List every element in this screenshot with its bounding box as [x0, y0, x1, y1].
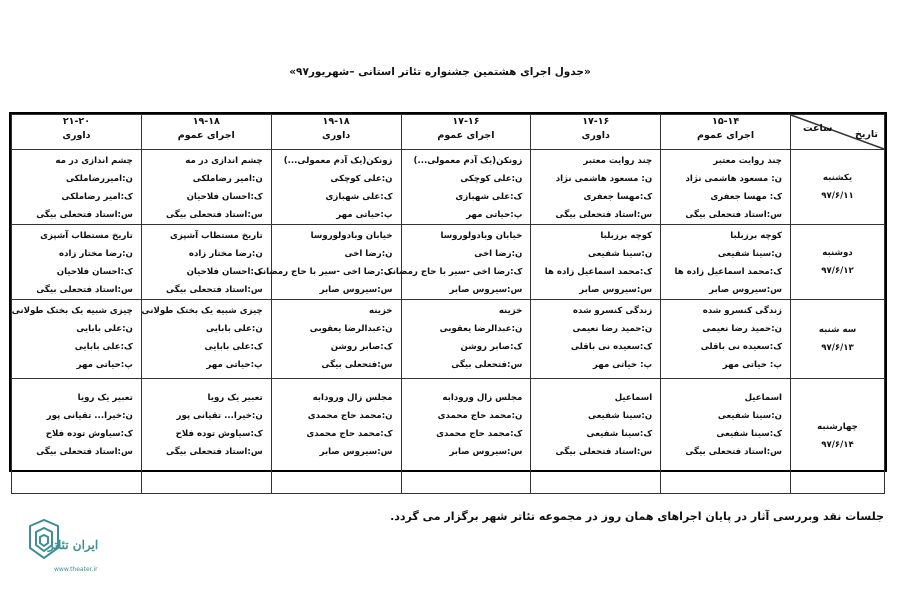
performance-cell [141, 379, 271, 494]
column-header [661, 115, 791, 150]
play-credit: ک:محمد حاج محمدی [306, 429, 393, 439]
play-title: خزینه [369, 306, 393, 316]
play-credit: پ:حیاتی مهر [76, 360, 133, 370]
play-credit: ک:سعیده نی باقلی [700, 342, 782, 352]
performance-cell [401, 379, 531, 494]
play-credit: س:استاد فتحعلی بیگی [555, 210, 653, 220]
play-credit: ن:علی بابایی [206, 324, 263, 334]
schedule-grid [11, 114, 885, 494]
logo-text: ایران تئاتر [48, 538, 99, 552]
play-title: چیزی شبیه یک بختک طولانی [11, 306, 133, 316]
play-credit: س:سیروس صابر [449, 447, 523, 457]
play-credit: ک:امیر رضاملکی [61, 192, 133, 202]
play-credit: ن:رضا مختار زاده [188, 249, 263, 259]
play-credit: ن:علی کوچکی [460, 174, 523, 184]
play-credit: ک:رضا اخی -سیر با حاج رمضانی [254, 267, 393, 277]
play-credit: ن:خیرا... تقیانی پور [176, 411, 263, 421]
play-credit: پ:حیاتی مهر [466, 210, 523, 220]
play-credit: ن:سینا شفیعی [717, 411, 782, 421]
day-date: ۹۷/۶/۱۴ [821, 440, 854, 450]
performance-cell [661, 225, 791, 300]
performance-cell [12, 225, 142, 300]
performance-cell [141, 225, 271, 300]
play-credit: ک:صابر روشن [460, 342, 523, 352]
play-credit: ن:سینا شفیعی [717, 249, 782, 259]
performance-cell [401, 300, 531, 379]
play-title: تعبیر یک رویا [77, 393, 133, 403]
play-credit: س:فتحعلی بیگی [321, 360, 393, 370]
logo-url: www.theater.ir [54, 566, 98, 573]
play-credit: ک:مهسا جعفری [583, 192, 653, 202]
column-time: ۱۹-۱۸ [192, 116, 220, 127]
play-credit: ن:رضا اخی [474, 249, 523, 259]
performance-cell [271, 150, 401, 225]
play-credit: س:سیروس صابر [319, 447, 393, 457]
play-title: زونکن(یک آدم معمولی...) [283, 156, 393, 166]
play-title: زونکن(یک آدم معمولی...) [413, 156, 523, 166]
schedule-table [9, 112, 887, 472]
play-credit: س:استاد فتحعلی بیگی [685, 210, 782, 220]
play-credit: س:استاد فتحعلی بیگی [36, 447, 133, 457]
play-title: تاریخ مستطاب آشپزی [169, 231, 263, 241]
play-credit: ک:علی شهبازی [455, 192, 523, 202]
play-credit: ک:صابر روشن [330, 342, 393, 352]
corner-time-label: ساعت [803, 123, 833, 134]
play-credit: ک:محمد حاج محمدی [436, 429, 523, 439]
play-credit: ن:عبدالرضا یعقوبی [309, 324, 393, 334]
schedule-row [12, 379, 885, 494]
performance-cell [401, 150, 531, 225]
play-title: کوچه برزبلبا [600, 231, 653, 241]
play-title: خزینه [498, 306, 523, 316]
play-credit: س:فتحعلی بیگی [451, 360, 523, 370]
play-credit: س:استاد فتحعلی بیگی [166, 447, 263, 457]
day-name: چهارشنبه [817, 422, 858, 432]
play-title: چیزی شبیه یک بختک طولانی [141, 306, 263, 316]
day-name: یکشنبه [822, 173, 853, 183]
play-credit: ک:علی بابایی [74, 342, 133, 352]
play-credit: ن:سینا شفیعی [588, 411, 653, 421]
play-credit: ن:امیررضاملکی [65, 174, 133, 184]
play-credit: ک:احسان فلاحیان [186, 267, 263, 277]
play-credit: س:استاد فتحعلی بیگی [36, 285, 133, 295]
play-credit: ن:سینا شفیعی [588, 249, 653, 259]
performance-cell [12, 300, 142, 379]
play-credit: ک:سیاوش توده فلاح [45, 429, 133, 439]
play-credit: س:استاد فتحعلی بیگی [166, 285, 263, 295]
play-credit: ن:علی کوچکی [330, 174, 393, 184]
performance-cell [271, 379, 401, 494]
play-credit: س:سیروس صابر [579, 285, 653, 295]
play-title: چشم اندازی در مه [185, 156, 263, 166]
play-title: تعبیر یک رویا [207, 393, 263, 403]
performance-cell [531, 150, 661, 225]
performance-cell [12, 150, 142, 225]
play-credit: ک:علی بابایی [204, 342, 263, 352]
performance-cell [661, 300, 791, 379]
play-title: زندگی کنسرو شده [702, 306, 782, 316]
column-time: ۱۷-۱۶ [582, 116, 610, 127]
play-title: مجلس زال ورودابه [442, 393, 523, 403]
column-header [12, 115, 142, 150]
header-row [12, 115, 885, 150]
play-credit: ک:محمد اسماعیل زاده ها [674, 267, 782, 277]
day-name: دوشنبه [822, 248, 853, 258]
play-title: چشم اندازی در مه [55, 156, 133, 166]
play-credit: ن:عبدالرضا یعقوبی [439, 324, 523, 334]
day-cell [791, 300, 885, 379]
play-title: کوچه برزبلبا [730, 231, 782, 241]
day-date: ۹۷/۶/۱۲ [821, 266, 854, 276]
column-type: داوری [581, 130, 610, 141]
column-header [401, 115, 531, 150]
play-credit: ن:خیرا... تقیانی پور [46, 411, 133, 421]
footer-note: جلسات نقد وبررسی آثار در پایان اجراهای همان روز در مجموعه تئاتر شهر برگزار می گردد. [390, 510, 884, 523]
performance-cell [141, 300, 271, 379]
schedule-row [12, 225, 885, 300]
play-credit: ک:رضا اخی -سیر با حاج رمضانی [384, 267, 523, 277]
play-title: خیابان وبادولوروسا [440, 231, 523, 241]
play-credit: ک:احسان فلاحیان [186, 192, 263, 202]
performance-cell [271, 300, 401, 379]
performance-cell [254, 225, 401, 300]
column-time: ۲۱-۲۰ [62, 116, 90, 127]
day-cell [791, 379, 885, 494]
column-type: اجرای عموم [437, 130, 495, 141]
play-credit: ک:سینا شفیعی [586, 429, 653, 439]
performance-cell [531, 225, 661, 300]
day-date: ۹۷/۶/۱۳ [821, 343, 854, 353]
day-cell [791, 150, 885, 225]
play-title: چند روایت معتبر [713, 156, 782, 166]
column-type: اجرای عموم [177, 130, 235, 141]
play-credit: س:استاد فتحعلی بیگی [166, 210, 263, 220]
play-credit: س:سیروس صابر [319, 285, 393, 295]
play-credit: س:سیروس صابر [449, 285, 523, 295]
column-type: داوری [62, 130, 91, 141]
play-title: تاریخ مستطاب آشپزی [40, 231, 133, 241]
column-header [531, 115, 661, 150]
play-credit: ک:سینا شفیعی [716, 429, 782, 439]
play-credit: پ:حیاتی مهر [206, 360, 263, 370]
column-time: ۱۵-۱۴ [712, 116, 740, 127]
column-type: داوری [321, 130, 351, 141]
play-credit: ن: مسعود هاشمی نژاد [555, 174, 653, 184]
play-credit: س:استاد فتحعلی بیگی [685, 447, 782, 457]
play-credit: ک: مهسا جعفری [710, 192, 782, 202]
schedule-row [12, 300, 885, 379]
play-title: زندگی کنسرو شده [572, 306, 653, 316]
play-credit: س:استاد فتحعلی بیگی [36, 210, 133, 220]
play-credit: ک:سیاوش توده فلاح [175, 429, 263, 439]
schedule-row [12, 150, 885, 225]
play-credit: ن:امیر رضاملکی [192, 174, 263, 184]
play-title: اسماعیل [614, 393, 653, 403]
play-credit: ن:حمید رضا نعیمی [572, 324, 653, 334]
play-credit: ن:علی بابایی [76, 324, 133, 334]
performance-cell [12, 379, 142, 494]
performance-cell [661, 379, 791, 494]
play-credit: س:سیروس صابر [709, 285, 782, 295]
column-header [141, 115, 271, 150]
day-cell [791, 225, 885, 300]
play-credit: ک:محمد اسماعیل زاده ها [544, 267, 653, 277]
play-credit: ن:محمد حاج محمدی [307, 411, 393, 421]
play-credit: ن: مسعود هاشمی نژاد [685, 174, 782, 184]
corner-cell [791, 115, 885, 150]
play-credit: ک:احسان فلاحیان [56, 267, 133, 277]
performance-cell [384, 225, 531, 300]
play-credit: پ:حیاتی مهر [336, 210, 393, 220]
play-title: اسماعیل [744, 393, 782, 403]
play-credit: ک:علی شهبازی [325, 192, 393, 202]
play-title: مجلس زال ورودابه [312, 393, 393, 403]
day-name: سه شنبه [818, 325, 857, 335]
column-header [271, 115, 401, 150]
play-credit: پ: حیاتی مهر [722, 360, 782, 370]
column-type: اجرای عموم [697, 130, 755, 141]
play-credit: ن:رضا اخی [344, 249, 393, 259]
play-credit: ک:سعیده نی باقلی [570, 342, 653, 352]
column-time: ۱۷-۱۶ [452, 116, 480, 127]
play-credit: س:استاد فتحعلی بیگی [555, 447, 653, 457]
page-title: «جدول اجرای هشتمین جشنواره تئاتر استانی –شهریور۹۷» [289, 66, 591, 78]
play-credit: ن:رضا مختار زاده [59, 249, 133, 259]
column-time: ۱۹-۱۸ [322, 116, 350, 127]
play-credit: ن:حمید رضا نعیمی [702, 324, 782, 334]
play-title: چند روایت معتبر [583, 156, 653, 166]
play-credit: پ: حیاتی مهر [592, 360, 653, 370]
performance-cell [661, 150, 791, 225]
corner-date-label: تاریخ [854, 129, 878, 140]
performance-cell [531, 300, 661, 379]
play-title: خیابان وبادولوروسا [310, 231, 393, 241]
performance-cell [531, 379, 661, 494]
day-date: ۹۷/۶/۱۱ [821, 191, 854, 201]
play-credit: ن:محمد حاج محمدی [437, 411, 523, 421]
performance-cell [141, 150, 271, 225]
